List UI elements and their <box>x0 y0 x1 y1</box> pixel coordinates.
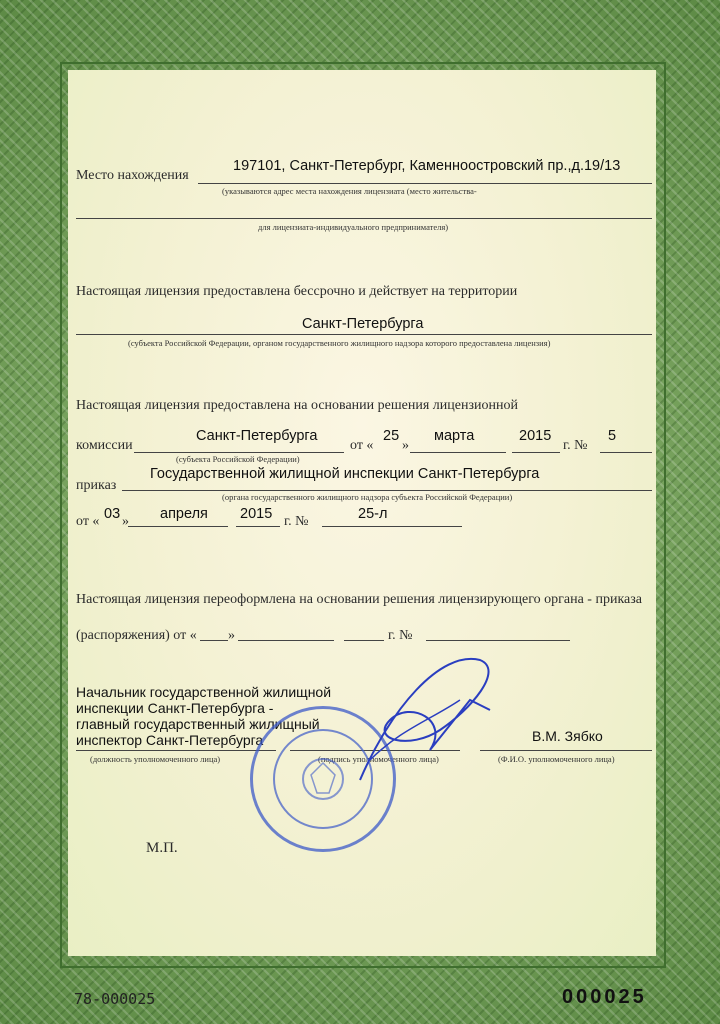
signatory-line-2: инспекции Санкт-Петербурга - <box>76 700 274 716</box>
commission-number: 5 <box>608 428 617 444</box>
name-hint: (Ф.И.О. уполномоченного лица) <box>498 754 615 764</box>
commission-line <box>134 452 344 453</box>
commission-year-suffix: г. № <box>563 438 588 453</box>
order-year-suffix: г. № <box>284 514 309 529</box>
commission-number-line <box>600 452 652 453</box>
reissue-year-suffix: г. № <box>388 628 413 643</box>
position-hint: (должность уполномоченного лица) <box>90 754 221 764</box>
commission-value: Санкт-Петербурга <box>196 428 318 444</box>
territory-line <box>76 334 652 335</box>
commission-day: 25 <box>383 428 400 444</box>
commission-quote-close: » <box>402 438 409 453</box>
order-hint: (органа государственного жилищного надзора субъекта Российской Федерации) <box>222 492 513 502</box>
territory-hint: (субъекта Российской Федерации, органом государственного жилищного надзора которого предоставлена лицензия) <box>128 338 551 348</box>
basis-sentence: Настоящая лицензия предоставлена на основании решения лицензионной <box>76 398 518 413</box>
blank-series-number: 78-000025 <box>74 990 156 1008</box>
territory-value: Санкт-Петербурга <box>302 316 424 332</box>
order-label: приказ <box>76 478 117 493</box>
order-from-label: от « <box>76 514 100 529</box>
order-day: 03 <box>104 506 121 522</box>
signature-hint: (подпись уполномоченного лица) <box>318 754 439 764</box>
order-number: 25-л <box>358 506 388 522</box>
location-line <box>198 183 652 184</box>
location-hint-2: для лицензиата-индивидуального предпринимателя) <box>258 222 449 232</box>
signatory-line-1: Начальник государственной жилищной <box>76 684 332 700</box>
location-value: 197101, Санкт-Петербург, Каменноостровский пр.,д.19/13 <box>233 158 621 174</box>
order-value: Государственной жилищной инспекции Санкт-Петербурга <box>150 466 540 482</box>
signatory-line-3: главный государственный жилищный <box>76 716 320 732</box>
reissue-line2: (распоряжения) от « <box>76 628 197 643</box>
order-year: 2015 <box>240 506 273 522</box>
location-label: Место нахождения <box>76 168 189 183</box>
reissue-quote-close: » <box>228 628 235 643</box>
commission-month-line <box>410 452 506 453</box>
order-quote-close: » <box>122 514 129 529</box>
stamp-place-mark: М.П. <box>146 840 178 856</box>
order-month: апреля <box>160 506 208 522</box>
handwritten-signature <box>330 640 510 790</box>
order-year-line <box>236 526 280 527</box>
signatory-line-4: инспектор Санкт-Петербурга <box>76 732 264 748</box>
reissue-day-line <box>200 640 228 641</box>
commission-hint: (субъекта Российской Федерации) <box>176 454 300 464</box>
reissue-month-line <box>238 640 334 641</box>
commission-year-line <box>512 452 560 453</box>
blank-serial-number: 000025 <box>562 986 647 1008</box>
signatory-name: В.М. Зябко <box>532 728 603 744</box>
commission-from-label: от « <box>350 438 374 453</box>
order-line <box>122 490 652 491</box>
order-month-line <box>128 526 228 527</box>
commission-month: марта <box>434 428 475 444</box>
order-number-line <box>322 526 462 527</box>
commission-label: комиссии <box>76 438 133 453</box>
commission-year: 2015 <box>519 428 552 444</box>
location-line-2 <box>76 218 652 219</box>
position-line <box>76 750 276 751</box>
reissue-sentence: Настоящая лицензия переоформлена на основании решения лицензирующего органа - приказа <box>76 592 642 607</box>
location-hint-1: (указываются адрес места нахождения лицензиата (место жительства- <box>222 186 477 196</box>
territory-sentence: Настоящая лицензия предоставлена бессрочно и действует на территории <box>76 284 518 299</box>
